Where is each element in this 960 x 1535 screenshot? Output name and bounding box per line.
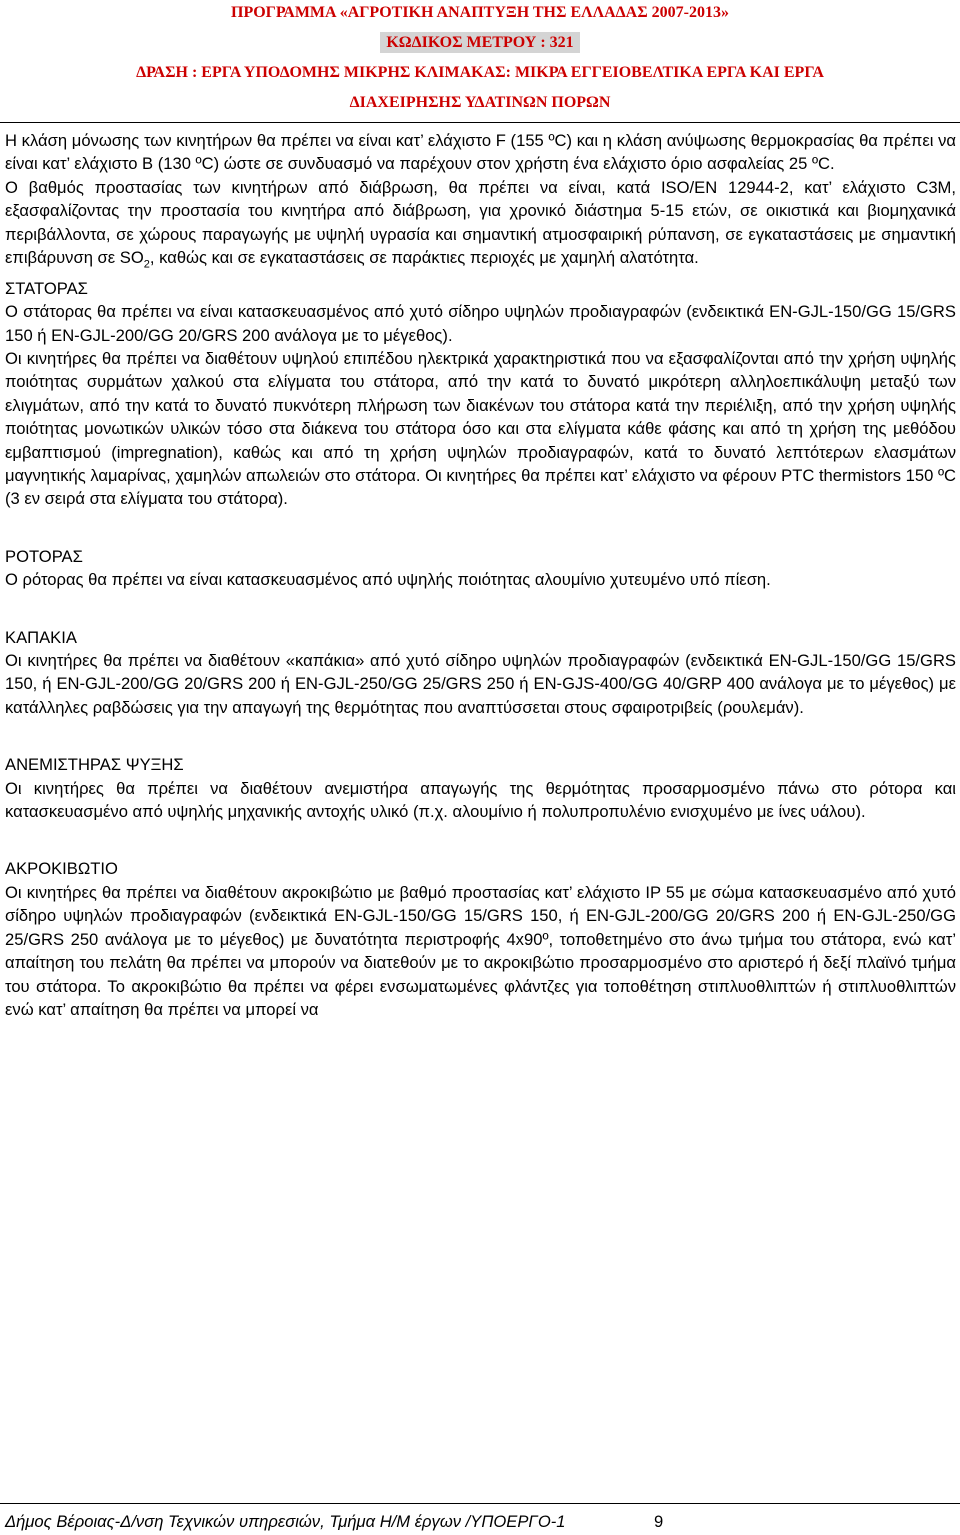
header-divider	[0, 122, 960, 123]
fan-heading: ΑΝΕΜΙΣΤΗΡΑΣ ΨΥΞΗΣ	[5, 755, 184, 775]
terminal-box-heading: ΑΚΡΟΚΙΒΩΤΙΟ	[5, 859, 118, 879]
page-footer	[0, 1503, 960, 1531]
fan-paragraph: Οι κινητήρες θα πρέπει να διαθέτουν ανεμιστήρα απαγωγής της θερμότητας προσαρμοσμένο πάνω στο ρότορα και κατασκευασμένο από υψηλής μηχανικής αντοχής υλικό (π.χ. αλουμίνιο ή πολυπροπυλένιο ενισχυμένο με ίνες υάλου).	[5, 778, 956, 822]
measure-code-text: ΚΩΔΙΚΟΣ ΜΕΤΡΟΥ : 321	[380, 32, 579, 53]
intro-insulation-paragraph: Η κλάση μόνωσης των κινητήρων θα πρέπει να είναι κατ’ ελάχιστο F (155 ºC) και η κλάση ανύψωσης θερμοκρασίας θα πρέπει να είναι κατ’ ελάχιστο B (130 ºC) ώστε σε συνδυασμό να παρέχουν στον χρήστη ένα ελάχιστο όριο ασφαλείας 25 ºC.	[5, 131, 956, 174]
so2-subscript: 2	[143, 258, 150, 271]
footer-text: Δήμος Βέροιας-Δ/νση Τεχνικών υπηρεσιών, Τμήμα Η/Μ έργων /ΥΠΟΕΡΓΟ-1	[5, 1512, 566, 1531]
program-title: ΠΡΟΓΡΑΜΜΑ «ΑΓΡΟΤΙΚΗ ΑΝΑΠΤΥΞΗ ΤΗΣ ΕΛΛΑΔΑΣ 2007-2013»	[231, 4, 729, 21]
measure-code	[0, 34, 960, 52]
intro-corrosion-paragraph	[5, 176, 956, 277]
corrosion-text-a: Ο βαθμός προστασίας των κινητήρων από διάβρωση, θα πρέπει να είναι, κατά ISO/EN 12944-2, κατ’ ελάχιστο C3M, εξασφαλίζοντας την προστασία του κινητήρα από διάβρωση, για χρονικό διάστημα 5-15 ετών, σε οικιστικά και βιομηχανικά περιβάλλοντα, σε χώρους παραγωγής με υψηλή υγρασία και σημαντική ατμοσφαιρική ρύπανση, σε εγκαταστάσεις με σημαντική επιβάρυνση σε SO	[5, 177, 956, 268]
action-title: ΔΡΑΣΗ : ΕΡΓΑ ΥΠΟΔΟΜΗΣ ΜΙΚΡΗΣ ΚΛΙΜΑΚΑΣ: ΜΙΚΡΑ ΕΓΓΕΙΟΒΕΛΤΙΚΑ ΕΡΓΑ ΚΑΙ ΕΡΓΑ	[136, 64, 824, 81]
stator-material-paragraph: Ο στάτορας θα πρέπει να είναι κατασκευασμένος από χυτό σίδηρο υψηλών προδιαγραφών (ενδεικτικά EN-GJL-150/GG 15/GRS 150 ή EN-GJL-200/GG 20/GRS 200 ανάλογα με το μέγεθος).	[5, 302, 956, 345]
terminal-box-paragraph: Οι κινητήρες θα πρέπει να διαθέτουν ακροκιβώτιο με βαθμό προστασίας κατ’ ελάχιστο IP 55 με σώμα κατασκευασμένο από χυτό σίδηρο υψηλών προδιαγραφών (ενδεικτικά EN-GJL-150/GG 15/GRS 150, ή EN-GJL-200/GG 20/GRS 200 ή EN-GJL-250/GG 25/GRS 250 ανάλογα με το μέγεθος) με δυνατότητα περιστροφής 4x90º, τοποθετημένο στο άνω τμήμα του στάτορα, ενώ κατ’ απαίτηση του πελάτη θα πρέπει να μπορούν να διατεθούν με το ακροκιβώτιο προσαρμοσμένο στο αριστερό ή δεξί πλαϊνό τμήμα του στάτορα. Το ακροκιβώτιο θα πρέπει να φέρει ενσωματωμένες φλάντζες για τοποθέτηση στιπλυοθλιπτών ή στιπλυοθλιπτών ενώ κατ’ απαίτηση θα πρέπει να μπορεί να	[5, 882, 956, 1019]
page-number: 9	[654, 1512, 664, 1531]
rotor-paragraph: Ο ρότορας θα πρέπει να είναι κατασκευασμένος από υψηλής ποιότητας αλουμίνιο χυτευμένο υπό πίεση.	[5, 570, 771, 590]
stator-electrical-paragraph: Οι κινητήρες θα πρέπει να διαθέτουν υψηλού επιπέδου ηλεκτρικά χαρακτηριστικά που να εξασφαλίζονται από την χρήση υψηλής ποιότητας συρμάτων χαλκού στα ελίγματα του στάτορα, από την κατά το δυνατό μικρότερη αλληλοεπικάλυψη μεταξύ των ελιγμάτων, από την κατά το δυνατό πυκνότερη πλήρωση των διακένων του στάτορα κατά την περιέλιξη, από την χρήση υψηλής ποιότητας μονωτικών υλικών τόσο στα διάκενα του στάτορα όσο και στα ελίγματα κάθε φάσης και από τη χρήση της μεθόδου εμβαπτισμού (impregnation), καθώς και από τη χρήση υψηλών προδιαγραφών, κατά το δυνατό λεπτότερων ελασμάτων μαγνητικής λαμαρίνας, χαμηλών απωλειών στο στάτορα. Οι κινητήρες θα πρέπει κατ’ ελάχιστο να φέρουν PTC thermistors 150 ºC (3 εν σειρά στα ελίγματα του στάτορα).	[5, 348, 956, 509]
corrosion-text-b: , καθώς και σε εγκαταστάσεις σε παράκτιες περιοχές με χαμηλή αλατότητα.	[149, 248, 699, 268]
document-body	[5, 129, 956, 1021]
covers-paragraph: Οι κινητήρες θα πρέπει να διαθέτουν «καπάκια» από χυτό σίδηρο υψηλών προδιαγραφών (ενδεικτικά EN-GJL-150/GG 15/GRS 150, ή EN-GJL-200/GG 20/GRS 200 ή EN-GJL-250/GG 25/GRS 250 ή EN-GJS-400/GG 40/GRP 400 ανάλογα με το μέγεθος) με κατάλληλες ραβδώσεις για την απαγωγή της θερμότητας που αναπτύσσεται στους σφαιροτριβείς (ρουλεμάν).	[5, 651, 956, 717]
rotor-heading: ΡΟΤΟΡΑΣ	[5, 546, 83, 566]
covers-heading: ΚΑΠΑΚΙΑ	[5, 627, 77, 647]
stator-heading: ΣΤΑΤΟΡΑΣ	[5, 278, 88, 298]
action-title-continued: ΔΙΑΧΕΙΡΗΣΗΣ ΥΔΑΤΙΝΩΝ ΠΟΡΩΝ	[349, 94, 611, 111]
